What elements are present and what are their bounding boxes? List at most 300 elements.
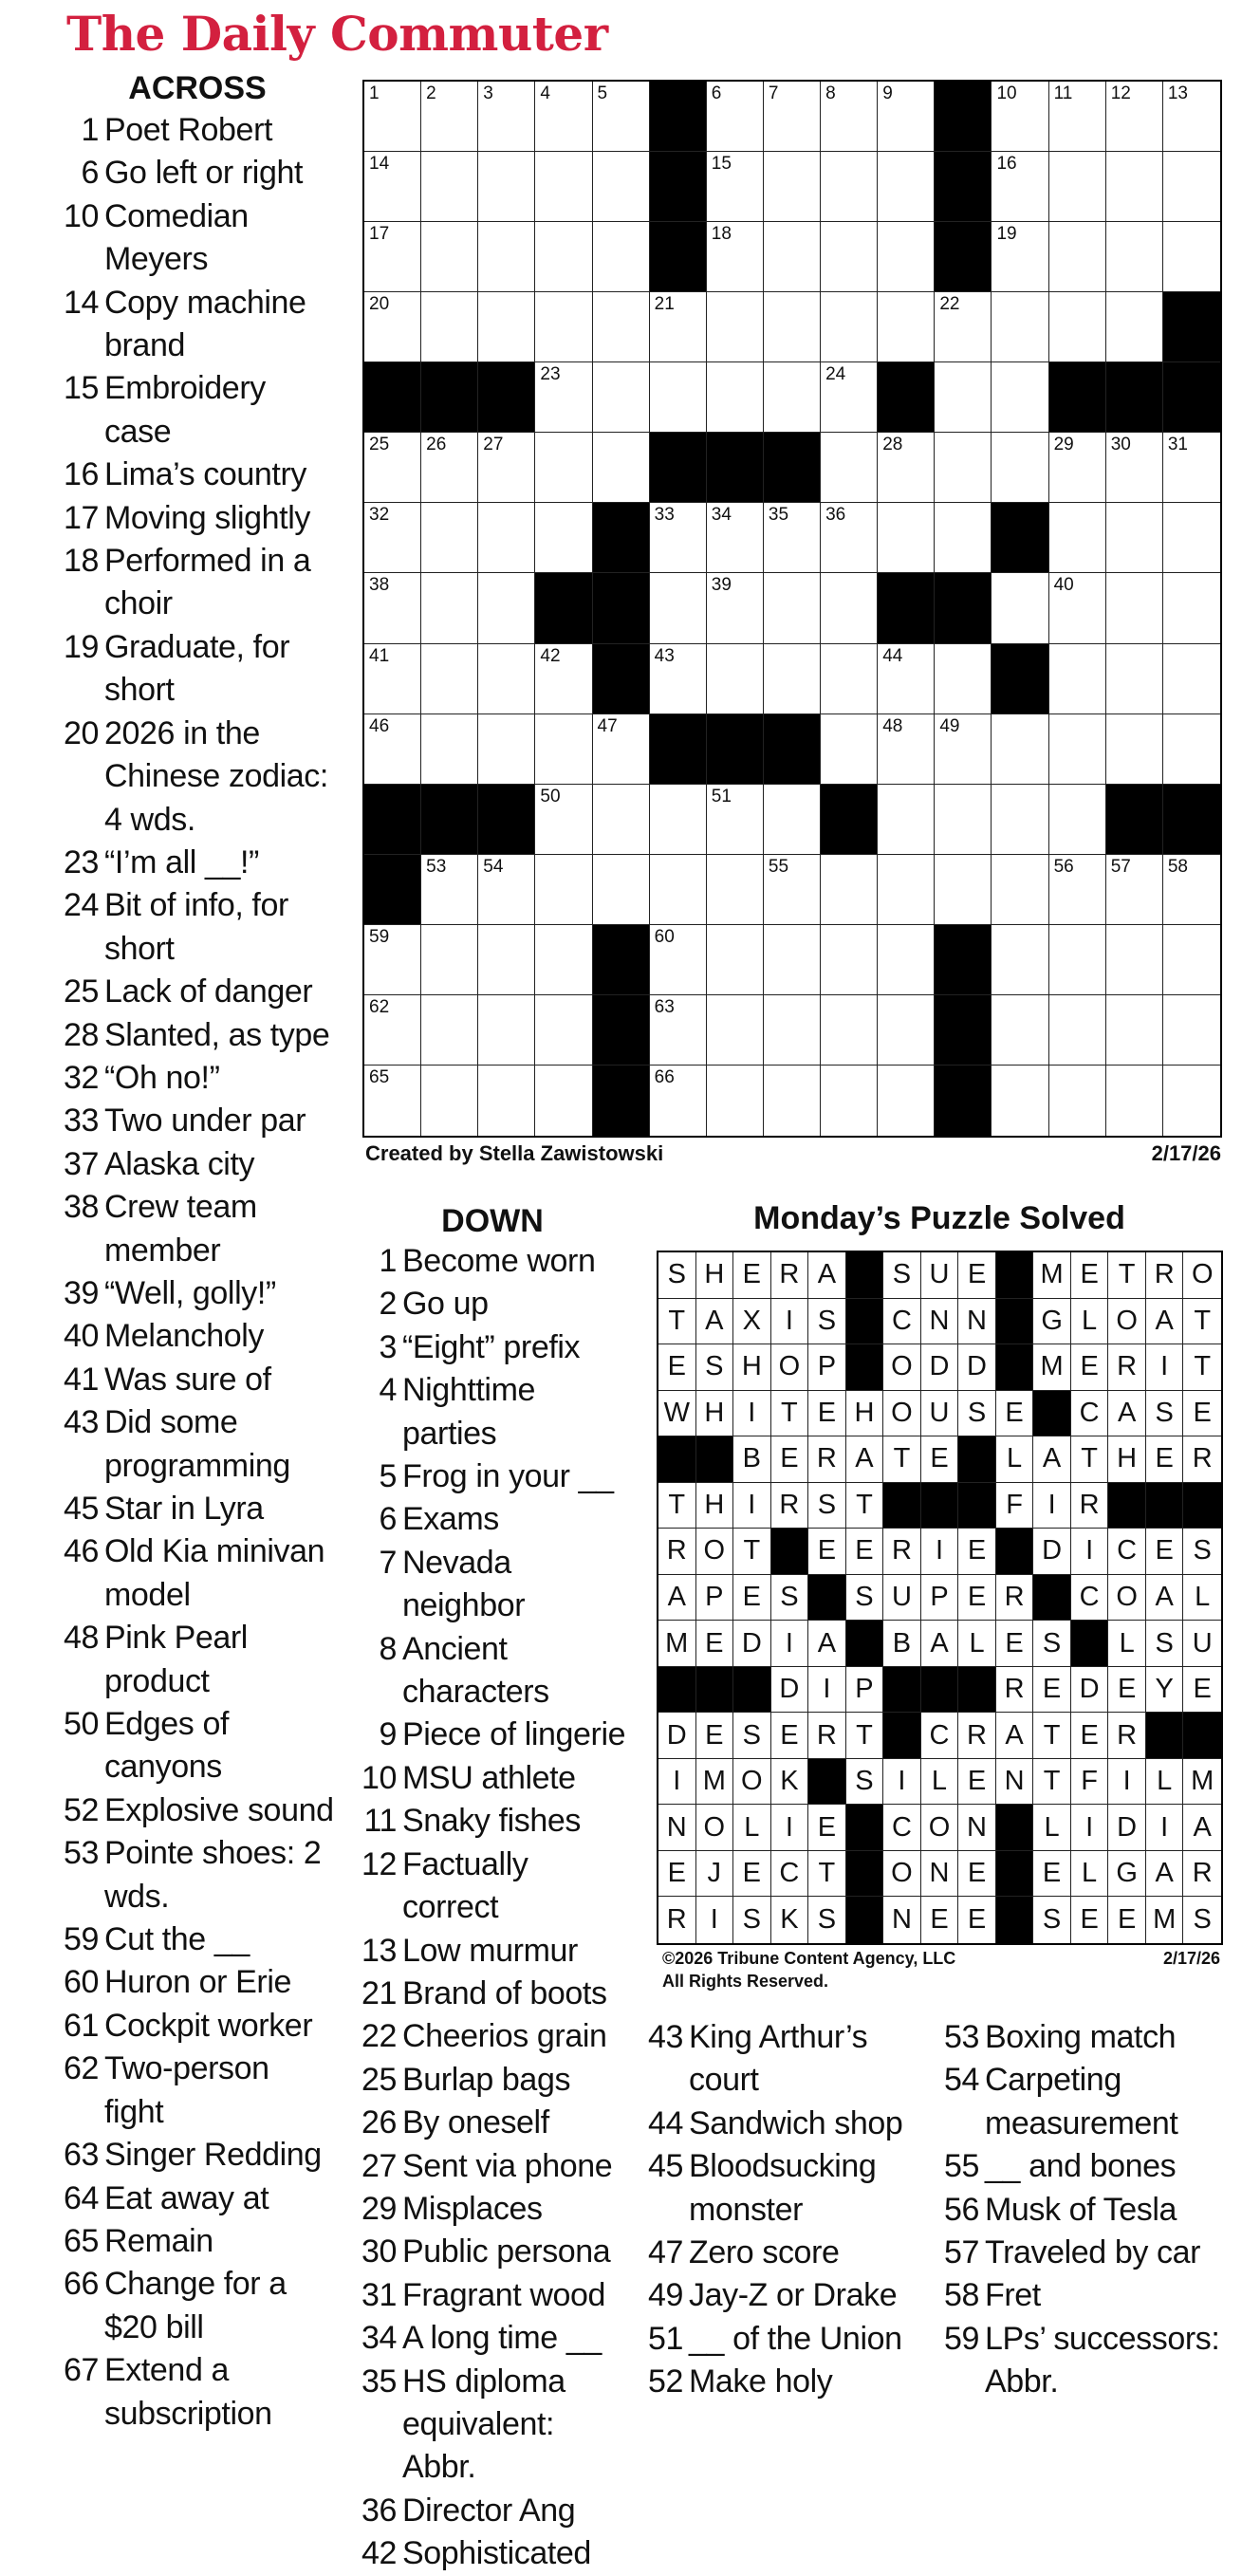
clue-text-line: Low murmur <box>402 1932 578 1969</box>
grid-cell[interactable] <box>650 362 707 433</box>
grid-cell[interactable] <box>478 152 535 222</box>
grid-cell[interactable] <box>764 82 821 152</box>
grid-cell[interactable] <box>992 714 1048 785</box>
grid-cell[interactable] <box>650 503 707 573</box>
clue-item <box>641 2016 926 2103</box>
grid-cell[interactable] <box>821 925 878 995</box>
solution-letter: T <box>658 1483 696 1529</box>
solution-letter: I <box>1071 1529 1109 1575</box>
grid-cell[interactable] <box>992 222 1048 292</box>
clue-item <box>55 454 340 496</box>
grid-cell[interactable] <box>1049 82 1106 152</box>
grid-cell[interactable] <box>1106 573 1163 643</box>
grid-cell[interactable] <box>1106 714 1163 785</box>
grid-cell[interactable] <box>707 785 764 855</box>
grid-cell[interactable] <box>421 995 478 1066</box>
clue-item <box>55 1918 340 1961</box>
grid-cell[interactable] <box>1049 433 1106 503</box>
grid-cell[interactable] <box>1163 152 1220 222</box>
solution-letter: S <box>958 1391 996 1437</box>
grid-cell[interactable] <box>821 855 878 925</box>
clue-number: 30 <box>361 2233 397 2270</box>
grid-cell[interactable] <box>593 362 650 433</box>
grid-cell[interactable] <box>1163 1066 1220 1136</box>
solution-black-square <box>883 1483 921 1529</box>
clue-text <box>104 1488 340 1530</box>
solution-letter: F <box>1071 1759 1109 1806</box>
clue-text <box>402 1542 630 1628</box>
clue-item <box>355 1498 630 1541</box>
clue-text-line: King Arthur’s <box>689 2019 868 2055</box>
grid-cell[interactable] <box>1049 785 1106 855</box>
grid-cell[interactable] <box>364 1066 421 1136</box>
grid-cell[interactable] <box>1049 292 1106 362</box>
clue-number: 54 <box>943 2062 979 2099</box>
solution-letter: M <box>696 1759 734 1806</box>
grid-cell[interactable] <box>764 222 821 292</box>
grid-cell[interactable] <box>650 925 707 995</box>
grid-cell[interactable] <box>364 995 421 1066</box>
solution-black-square <box>1146 1713 1184 1759</box>
grid-cell[interactable] <box>1163 995 1220 1066</box>
cell-number: 55 <box>768 856 789 877</box>
crossword-grid[interactable] <box>362 80 1222 1138</box>
grid-cell[interactable] <box>593 222 650 292</box>
clue-text-line: Slanted, as type <box>104 1016 330 1053</box>
grid-cell[interactable] <box>1163 222 1220 292</box>
grid-cell[interactable] <box>764 785 821 855</box>
clue-text <box>402 2145 630 2188</box>
grid-cell[interactable] <box>1049 222 1106 292</box>
grid-cell[interactable] <box>878 292 935 362</box>
grid-cell[interactable] <box>535 785 592 855</box>
grid-cell[interactable] <box>1106 503 1163 573</box>
grid-cell[interactable] <box>650 573 707 643</box>
solution-letter: E <box>921 1897 959 1943</box>
grid-cell[interactable] <box>878 925 935 995</box>
clue-item <box>355 1326 630 1369</box>
grid-cell[interactable] <box>1106 995 1163 1066</box>
clue-text <box>689 2145 926 2232</box>
cell-number: 10 <box>996 83 1017 103</box>
grid-cell[interactable] <box>764 152 821 222</box>
clue-item <box>641 2318 926 2361</box>
grid-cell[interactable] <box>478 714 535 785</box>
grid-cell[interactable] <box>421 222 478 292</box>
grid-cell[interactable] <box>364 714 421 785</box>
clue-text-line: Did some <box>104 1404 238 1441</box>
grid-cell[interactable] <box>764 925 821 995</box>
grid-cell[interactable] <box>650 995 707 1066</box>
clue-text <box>402 1930 630 1973</box>
grid-cell[interactable] <box>535 82 592 152</box>
clue-text <box>689 2318 926 2361</box>
grid-cell[interactable] <box>764 995 821 1066</box>
grid-cell[interactable] <box>821 433 878 503</box>
grid-cell[interactable] <box>764 573 821 643</box>
cell-number: 53 <box>426 856 447 877</box>
solution-letter: S <box>1033 1897 1071 1943</box>
clue-text-line: __ of the Union <box>689 2320 902 2357</box>
clue-text <box>402 1455 630 1498</box>
grid-cell[interactable] <box>535 925 592 995</box>
grid-cell[interactable] <box>1163 855 1220 925</box>
clue-number: 2 <box>379 1286 397 1323</box>
grid-cell[interactable] <box>478 503 535 573</box>
grid-cell[interactable] <box>535 644 592 714</box>
clue-text <box>402 1800 630 1843</box>
clue-number: 47 <box>647 2234 683 2271</box>
grid-cell[interactable] <box>1163 503 1220 573</box>
grid-cell[interactable] <box>1106 433 1163 503</box>
solution-black-square <box>696 1667 734 1714</box>
grid-cell[interactable] <box>1163 925 1220 995</box>
grid-cell[interactable] <box>1163 82 1220 152</box>
grid-cell[interactable] <box>992 362 1048 433</box>
clue-item <box>641 2274 926 2317</box>
cell-number: 35 <box>768 505 789 526</box>
clue-number: 36 <box>361 2492 397 2529</box>
clue-number: 50 <box>63 1706 99 1743</box>
grid-cell[interactable] <box>364 644 421 714</box>
clue-text-line: Frog in your __ <box>402 1458 614 1495</box>
grid-cell[interactable] <box>650 292 707 362</box>
black-square <box>650 82 707 152</box>
cell-number: 7 <box>768 83 779 103</box>
black-square <box>1106 362 1163 433</box>
clue-text-line: Melancholy <box>104 1318 264 1355</box>
grid-cell[interactable] <box>593 292 650 362</box>
grid-cell[interactable] <box>421 152 478 222</box>
grid-cell[interactable] <box>650 785 707 855</box>
clue-item <box>55 282 340 368</box>
clue-number: 14 <box>63 284 99 321</box>
grid-cell[interactable] <box>992 292 1048 362</box>
clue-text-line: 4 wds. <box>104 801 195 838</box>
solution-letter: O <box>1183 1252 1221 1299</box>
grid-cell[interactable] <box>1106 855 1163 925</box>
clue-number: 32 <box>63 1059 99 1096</box>
grid-cell[interactable] <box>364 925 421 995</box>
grid-cell[interactable] <box>421 1066 478 1136</box>
solution-black-square <box>1033 1391 1071 1437</box>
clue-text-line: Lima’s country <box>104 456 306 493</box>
solution-letter: N <box>658 1805 696 1851</box>
grid-cell[interactable] <box>1049 855 1106 925</box>
grid-cell[interactable] <box>1106 292 1163 362</box>
down-clues <box>355 1203 630 2576</box>
grid-cell[interactable] <box>764 1066 821 1136</box>
grid-cell[interactable] <box>1106 644 1163 714</box>
grid-cell[interactable] <box>364 503 421 573</box>
grid-cell[interactable] <box>478 1066 535 1136</box>
grid-cell[interactable] <box>364 222 421 292</box>
solution-black-square <box>1146 1483 1184 1529</box>
grid-cell[interactable] <box>992 995 1048 1066</box>
clue-text-line: LPs’ successors: <box>985 2320 1220 2357</box>
grid-cell[interactable] <box>478 573 535 643</box>
clue-number: 57 <box>943 2234 979 2271</box>
grid-cell[interactable] <box>935 714 992 785</box>
grid-cell[interactable] <box>421 644 478 714</box>
grid-cell[interactable] <box>1049 995 1106 1066</box>
solution-letter: T <box>846 1713 884 1759</box>
grid-cell[interactable] <box>992 1066 1048 1136</box>
grid-cell[interactable] <box>821 222 878 292</box>
grid-cell[interactable] <box>935 644 992 714</box>
solution-letter: P <box>921 1575 959 1622</box>
grid-cell[interactable] <box>821 1066 878 1136</box>
grid-cell[interactable] <box>992 82 1048 152</box>
grid-cell[interactable] <box>821 362 878 433</box>
grid-cell[interactable] <box>1163 644 1220 714</box>
grid-cell[interactable] <box>992 433 1048 503</box>
solution-black-square <box>996 1344 1034 1391</box>
grid-cell[interactable] <box>1163 573 1220 643</box>
grid-cell[interactable] <box>707 1066 764 1136</box>
solution-letter: O <box>921 1805 959 1851</box>
grid-cell[interactable] <box>593 855 650 925</box>
grid-cell[interactable] <box>1049 152 1106 222</box>
grid-cell[interactable] <box>707 222 764 292</box>
clue-text-line: 2026 in the <box>104 714 260 751</box>
grid-cell[interactable] <box>364 82 421 152</box>
grid-cell[interactable] <box>421 433 478 503</box>
clue-number: 37 <box>63 1145 99 1182</box>
grid-cell[interactable] <box>707 503 764 573</box>
clue-number: 51 <box>647 2320 683 2357</box>
grid-cell[interactable] <box>821 573 878 643</box>
cell-number: 13 <box>1167 83 1188 103</box>
grid-cell[interactable] <box>593 152 650 222</box>
clue-text <box>104 1530 340 1617</box>
grid-cell[interactable] <box>764 855 821 925</box>
clue-number: 60 <box>63 1964 99 2001</box>
grid-cell[interactable] <box>593 785 650 855</box>
clue-item <box>55 1186 340 1272</box>
grid-cell[interactable] <box>707 925 764 995</box>
grid-cell[interactable] <box>764 644 821 714</box>
grid-cell[interactable] <box>992 785 1048 855</box>
clue-item <box>55 497 340 540</box>
grid-cell[interactable] <box>1106 1066 1163 1136</box>
solution-letter: Y <box>1146 1667 1184 1714</box>
grid-cell[interactable] <box>535 503 592 573</box>
clue-number: 11 <box>363 1803 397 1840</box>
clue-text-line: Become worn <box>402 1243 596 1279</box>
cell-number: 24 <box>825 364 846 385</box>
grid-cell[interactable] <box>1049 714 1106 785</box>
clue-item <box>937 2059 1222 2145</box>
cell-number: 30 <box>1110 435 1131 455</box>
grid-cell[interactable] <box>764 362 821 433</box>
grid-cell[interactable] <box>878 82 935 152</box>
grid-cell[interactable] <box>535 1066 592 1136</box>
grid-cell[interactable] <box>650 855 707 925</box>
clue-text-line: Moving slightly <box>104 499 310 536</box>
down-clues-continued-2 <box>937 2016 1222 2404</box>
solution-black-square <box>733 1667 771 1714</box>
grid-cell[interactable] <box>935 292 992 362</box>
grid-cell[interactable] <box>1049 1066 1106 1136</box>
clue-item <box>55 1143 340 1186</box>
grid-cell[interactable] <box>707 82 764 152</box>
clue-number: 43 <box>647 2019 683 2055</box>
grid-cell[interactable] <box>593 433 650 503</box>
grid-cell[interactable] <box>821 995 878 1066</box>
grid-cell[interactable] <box>1049 644 1106 714</box>
grid-cell[interactable] <box>878 785 935 855</box>
grid-cell[interactable] <box>478 644 535 714</box>
grid-cell[interactable] <box>535 152 592 222</box>
solution-letter: E <box>771 1436 809 1483</box>
solution-letter: E <box>1033 1667 1071 1714</box>
grid-cell[interactable] <box>935 785 992 855</box>
grid-cell[interactable] <box>707 573 764 643</box>
solution-letter: U <box>883 1575 921 1622</box>
grid-cell[interactable] <box>821 644 878 714</box>
clue-number: 39 <box>63 1274 99 1311</box>
grid-cell[interactable] <box>535 362 592 433</box>
grid-cell[interactable] <box>821 152 878 222</box>
clue-text <box>104 713 340 842</box>
solution-letter: A <box>921 1621 959 1667</box>
grid-cell[interactable] <box>1163 714 1220 785</box>
grid-cell[interactable] <box>821 82 878 152</box>
grid-cell[interactable] <box>707 152 764 222</box>
grid-cell[interactable] <box>821 503 878 573</box>
clue-text-line: __ and bones <box>985 2148 1177 2185</box>
solution-letter: E <box>658 1344 696 1391</box>
grid-cell[interactable] <box>764 503 821 573</box>
solution-letter: S <box>808 1299 846 1345</box>
grid-cell[interactable] <box>878 503 935 573</box>
grid-cell[interactable] <box>421 82 478 152</box>
grid-cell[interactable] <box>535 292 592 362</box>
clue-item <box>937 2189 1222 2232</box>
grid-cell[interactable] <box>1106 925 1163 995</box>
grid-cell[interactable] <box>992 855 1048 925</box>
grid-cell[interactable] <box>878 714 935 785</box>
solution-letter: I <box>771 1805 809 1851</box>
grid-cell[interactable] <box>478 222 535 292</box>
clue-item <box>55 2220 340 2263</box>
clue-text-line: court <box>689 2062 759 2099</box>
clue-number: 16 <box>63 456 99 493</box>
clue-text <box>402 2490 630 2532</box>
grid-cell[interactable] <box>707 362 764 433</box>
grid-cell[interactable] <box>1049 925 1106 995</box>
clue-item <box>355 1240 630 1283</box>
grid-cell[interactable] <box>478 855 535 925</box>
grid-cell[interactable] <box>878 855 935 925</box>
clue-text-line: Remain <box>104 2222 213 2259</box>
grid-cell[interactable] <box>421 855 478 925</box>
grid-cell[interactable] <box>878 433 935 503</box>
grid-cell[interactable] <box>478 82 535 152</box>
grid-cell[interactable] <box>364 152 421 222</box>
clue-number: 17 <box>63 499 99 536</box>
grid-cell[interactable] <box>707 292 764 362</box>
grid-cell[interactable] <box>878 995 935 1066</box>
grid-cell[interactable] <box>421 714 478 785</box>
grid-cell[interactable] <box>1049 573 1106 643</box>
cell-number: 39 <box>711 575 732 596</box>
clue-number: 10 <box>361 1759 397 1796</box>
grid-cell[interactable] <box>878 644 935 714</box>
grid-cell[interactable] <box>992 573 1048 643</box>
clue-text <box>104 1789 340 1832</box>
grid-cell[interactable] <box>935 855 992 925</box>
solution-letter: T <box>1071 1436 1109 1483</box>
grid-cell[interactable] <box>821 714 878 785</box>
grid-cell[interactable] <box>1163 433 1220 503</box>
clue-text-line: Misplaces <box>402 2190 543 2227</box>
grid-cell[interactable] <box>707 995 764 1066</box>
grid-cell[interactable] <box>878 222 935 292</box>
grid-cell[interactable] <box>478 995 535 1066</box>
grid-cell[interactable] <box>421 925 478 995</box>
cell-number: 19 <box>996 224 1017 245</box>
grid-cell[interactable] <box>478 433 535 503</box>
grid-cell[interactable] <box>535 995 592 1066</box>
grid-cell[interactable] <box>992 925 1048 995</box>
grid-cell[interactable] <box>535 714 592 785</box>
black-square <box>935 925 992 995</box>
grid-cell[interactable] <box>935 433 992 503</box>
grid-cell[interactable] <box>650 1066 707 1136</box>
grid-cell[interactable] <box>535 433 592 503</box>
grid-cell[interactable] <box>764 292 821 362</box>
grid-cell[interactable] <box>707 855 764 925</box>
solution-letter: E <box>958 1759 996 1806</box>
grid-cell[interactable] <box>1049 503 1106 573</box>
grid-cell[interactable] <box>364 573 421 643</box>
grid-cell[interactable] <box>878 152 935 222</box>
grid-cell[interactable] <box>364 433 421 503</box>
grid-cell[interactable] <box>478 292 535 362</box>
solution-letter: N <box>921 1299 959 1345</box>
grid-cell[interactable] <box>707 644 764 714</box>
solution-black-square <box>883 1667 921 1714</box>
grid-cell[interactable] <box>935 362 992 433</box>
grid-cell[interactable] <box>1106 152 1163 222</box>
cell-number: 43 <box>654 645 675 666</box>
grid-cell[interactable] <box>650 644 707 714</box>
solution-letter: A <box>1146 1851 1184 1898</box>
grid-cell[interactable] <box>593 82 650 152</box>
clue-text <box>402 1844 630 1930</box>
solution-letter: I <box>883 1759 921 1806</box>
grid-cell[interactable] <box>935 503 992 573</box>
grid-cell[interactable] <box>535 855 592 925</box>
grid-cell[interactable] <box>421 573 478 643</box>
cell-number: 11 <box>1053 83 1073 103</box>
clue-text-line: characters <box>402 1674 549 1711</box>
grid-cell[interactable] <box>478 925 535 995</box>
grid-cell[interactable] <box>364 292 421 362</box>
grid-cell[interactable] <box>1106 222 1163 292</box>
grid-cell[interactable] <box>821 292 878 362</box>
grid-cell[interactable] <box>878 1066 935 1136</box>
grid-cell[interactable] <box>535 222 592 292</box>
solution-black-square <box>846 1805 884 1851</box>
grid-cell[interactable] <box>593 714 650 785</box>
grid-cell[interactable] <box>992 152 1048 222</box>
grid-cell[interactable] <box>1106 82 1163 152</box>
grid-cell[interactable] <box>421 292 478 362</box>
grid-cell[interactable] <box>421 503 478 573</box>
